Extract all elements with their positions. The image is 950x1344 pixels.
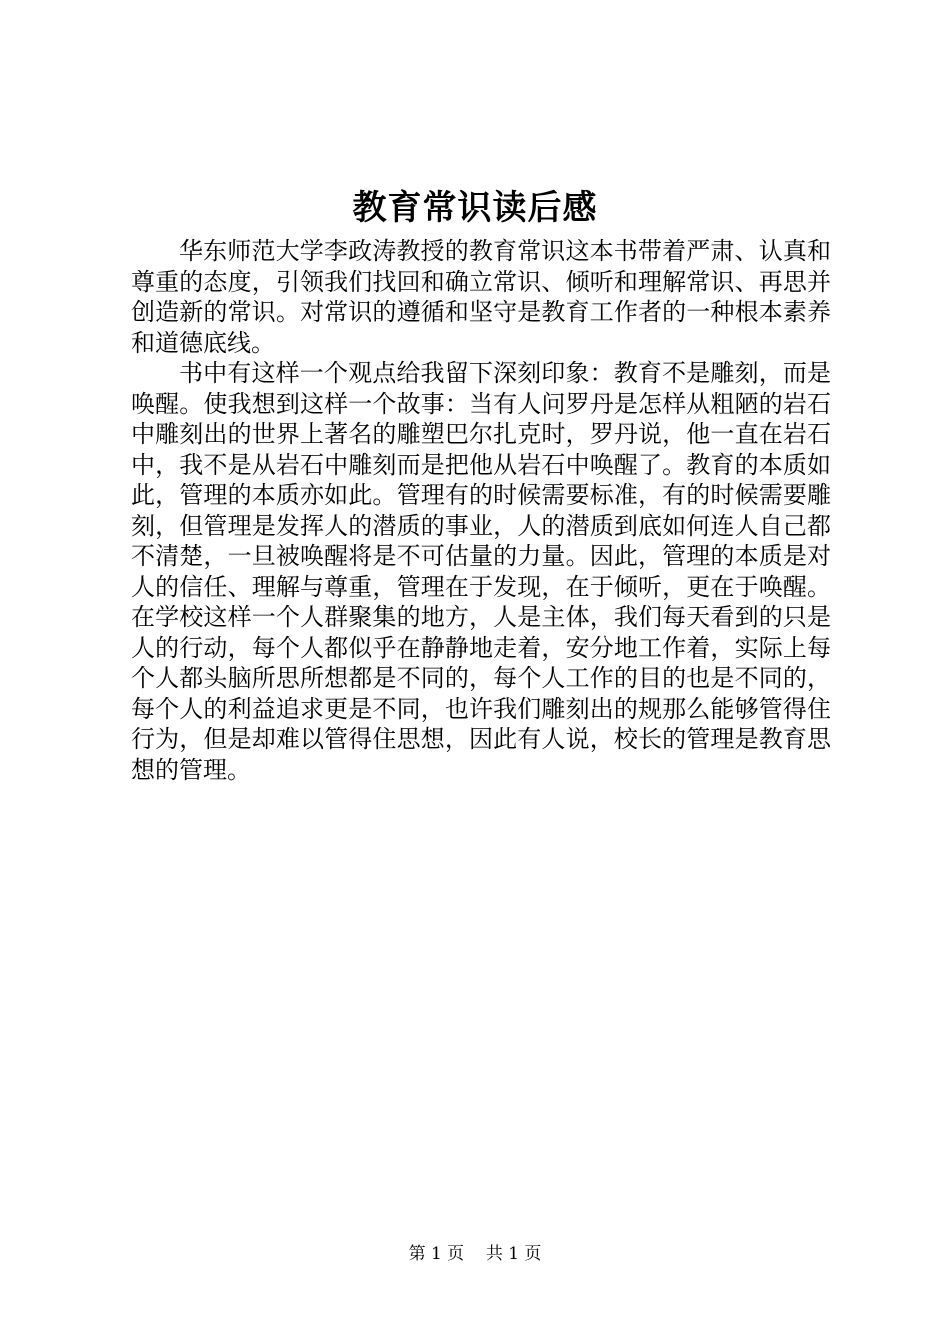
paragraph-2: 书中有这样一个观点给我留下深刻印象：教育不是雕刻，而是唤醒。使我想到这样一个故事：当有人问罗丹是怎样从粗陋的岩石中雕刻出的世界上著名的雕塑巴尔扎克时，罗丹说，他一直在岩石中，我不是从岩石中雕刻而是把他从岩石中唤醒了。教育的本质如此，管理的本质亦如此。管理有的时候需要标准，有的时候需要雕刻，但管理是发挥人的潜质的事业，人的潜质到底如何连人自己都不清楚，一旦被唤醒将是不可估量的力量。因此，管理的本质是对人的信任、理解与尊重，管理在于发现，在于倾听，更在于唤醒。在学校这样一个人群聚集的地方，人是主体，我们每天看到的只是人的行动，每个人都似乎在静静地走着，安分地工作着，实际上每个人都头脑所思所想都是不同的，每个人工作的目的也是不同的，每个人的利益追求更是不同，也许我们雕刻出的规那么能够管得住行为，但是却难以管得住思想，因此有人说，校长的管理是教育思想的管理。: [131, 359, 831, 784]
page-title: 教育常识读后感: [352, 188, 598, 228]
page-footer: [0, 1242, 950, 1266]
page-total: 共 1 页: [485, 1244, 542, 1264]
page-number: 第 1 页: [408, 1244, 465, 1264]
footer-separator: [470, 1244, 481, 1264]
document-body: [131, 236, 831, 785]
paragraph-1: 华东师范大学李政涛教授的教育常识这本书带着严肃、认真和尊重的态度，引领我们找回和确立常识、倾听和理解常识、再思并创造新的常识。对常识的遵循和坚守是教育工作者的一种根本素养和道德底线。: [131, 237, 831, 357]
